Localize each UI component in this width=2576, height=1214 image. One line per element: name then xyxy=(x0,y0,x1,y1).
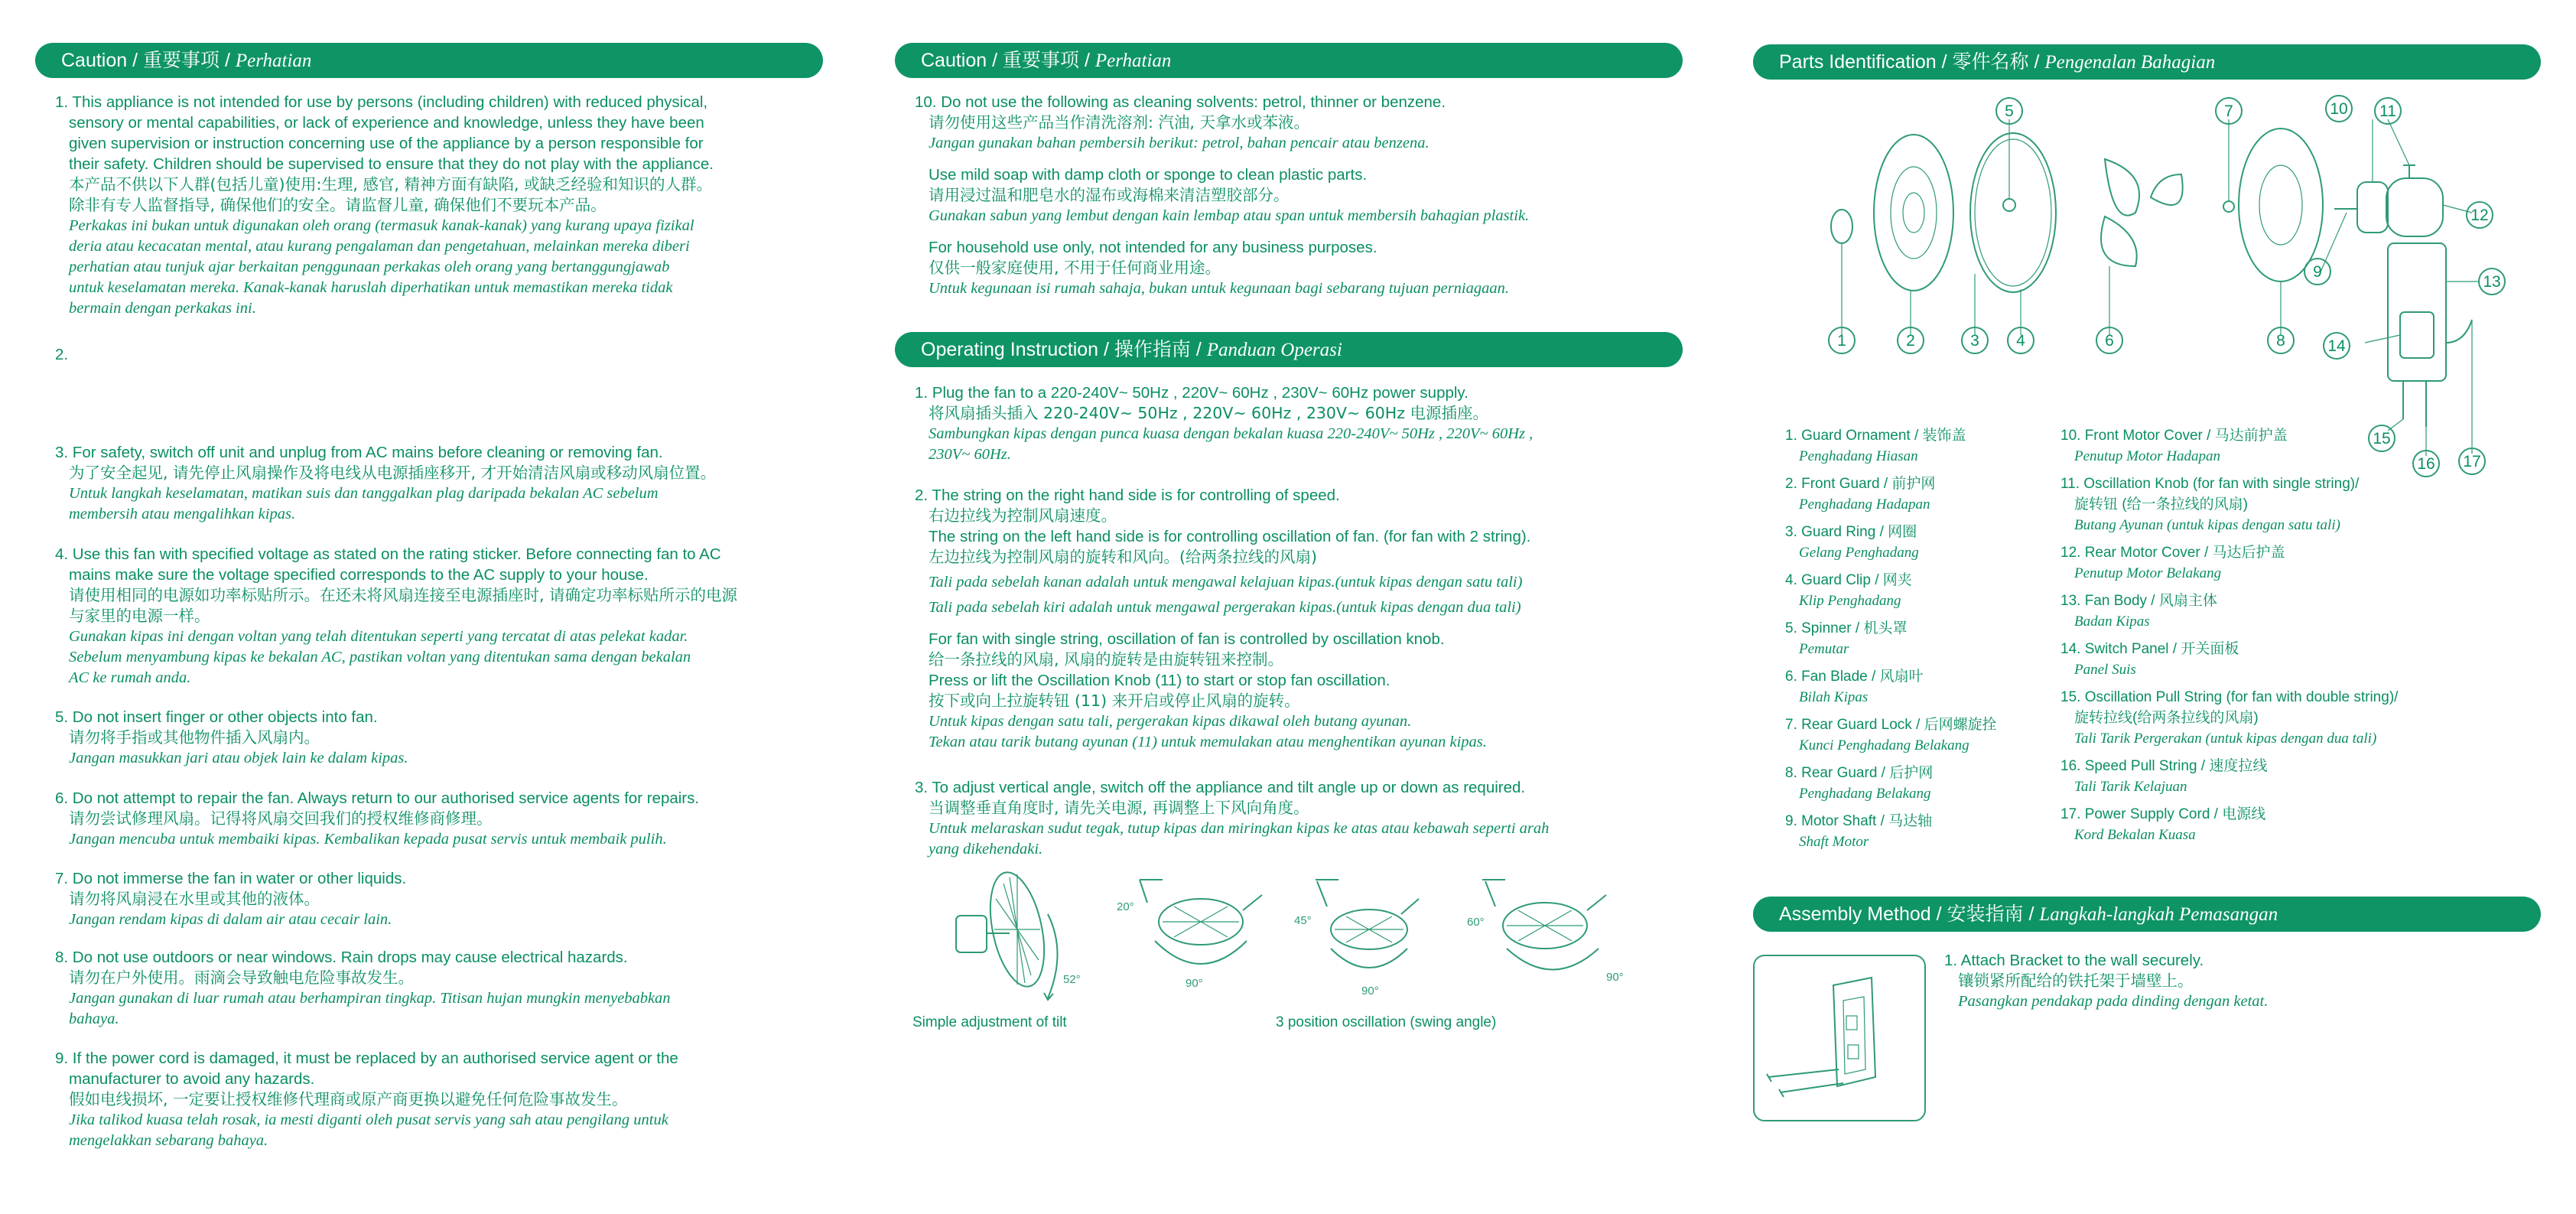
caution-item-2: 2. xyxy=(55,346,69,363)
cleaning-note: Use mild soap with damp cloth or sponge to clean plastic parts. 请用浸过温和肥皂水的湿布或海棉来清洁塑胶部分。 Gunakan sabun yang lembut dengan kain lembap atau span untuk membersih bahagian plastik. xyxy=(929,166,1530,224)
spinner-part xyxy=(2003,199,2015,211)
part-8: 8. Rear Guard / 后护网 Penghadang Belakang xyxy=(1785,765,1934,802)
caution-item-4: 4. Use this fan with specified voltage as stated on the rating sticker. Before connecting fan to AC mains make sure the voltage specified corresponds to the AC supply to your house. 请使用相同的电源如功率标贴所示。在还未将风扇连接至电源插座时, 请确定功率标贴所示的电源 与家里的电源一样。 Gunakan kipas ini dengan voltan yang telah ditentukan seperti yang tercatat di atas pelekat kadar. Sebelum menyambung kipas ke bekalan AC, pastikan voltan yang ditentukan sama dengan bekalan AC ke rumah anda. xyxy=(55,545,738,686)
callout-17: 17 xyxy=(2463,453,2481,470)
part-3: 3. Guard Ring / 网圈 Gelang Penghadang xyxy=(1785,524,1919,561)
part-7: 7. Rear Guard Lock / 后网螺旋拴 Kunci Penghadang Belakang xyxy=(1785,717,1997,753)
caution-item-9: 9. If the power cord is damaged, it must be replaced by an authorised service agent or the manufacturer to avoid any hazards. 假如电线损坏, 一定要让授权维修代理商或原产商更换以避免任何危险事故发生。 Jika talikod kuasa telah rosak, ia mesti diganti oleh pusat servis yang sah atau pengilang untuk mengelakkan sebarang bahaya. xyxy=(55,1050,678,1149)
assembly-banner: Assembly Method / 安装指南 / Langkah-langkah Pemasangan xyxy=(1753,897,2541,932)
callout-3: 3 xyxy=(1970,332,1979,350)
fan-body-shape xyxy=(956,916,987,952)
operating-banner: Operating Instruction / 操作指南 / Panduan Operasi xyxy=(895,332,1683,367)
callout-11: 11 xyxy=(2379,103,2396,120)
callout-4: 4 xyxy=(2016,332,2025,350)
oscillation-knob-part xyxy=(2403,165,2415,178)
part-11: 11. Oscillation Knob (for fan with single string)/ 旋转钮 (给一条拉线的风扇) Butang Ayunan (untuk kipas dengan satu tali) xyxy=(2060,476,2360,533)
caution-column xyxy=(35,0,823,1214)
guard-ornament-part xyxy=(1831,210,1852,243)
guard-ring-part xyxy=(1970,133,2056,292)
oscillation-caption: 3 position oscillation (swing angle) xyxy=(1276,1014,1497,1030)
household-note: For household use only, not intended for any business purposes. 仅供一般家庭使用, 不用于任何商业用途。 Untuk kegunaan isi rumah sahaja, bukan untuk kegunaan bagi sebarang tujuan perniagaan. xyxy=(929,239,1510,297)
parts-column xyxy=(1753,0,2541,1214)
caution-item-6: 6. Do not attempt to repair the fan. Always return to our authorised service agents for repairs. 请勿尝试修理风扇。记得将风扇交回我们的授权维修商修理。 Jangan mencuba untuk membaiki kipas. Kembalikan kepada pusat servis untuk membaik pulih. xyxy=(55,789,700,848)
tilt-caption: Simple adjustment of tilt xyxy=(912,1014,1067,1030)
parts-banner: Parts Identification / 零件名称 / Pengenalan Bahagian xyxy=(1753,44,2541,80)
oscillation-diagram-2 xyxy=(1316,880,1419,968)
callout-15: 15 xyxy=(2373,430,2391,448)
caution-item-7: 7. Do not immerse the fan in water or other liquids. 请勿将风扇浸在水里或其他的液体。 Jangan rendam kipas di dalam air atau cecair lain. xyxy=(55,870,407,928)
oscillation-diagram-3 xyxy=(1482,880,1606,970)
osc-3-range: 90° xyxy=(1606,971,1624,984)
screw-1 xyxy=(1768,1069,1839,1077)
screw-2 xyxy=(1781,1083,1843,1092)
switch-panel-part xyxy=(2400,312,2434,358)
operating-column xyxy=(895,0,1683,1214)
part-4: 4. Guard Clip / 网夹 Klip Penghadang xyxy=(1785,572,1912,609)
power-cord-part xyxy=(2446,320,2472,343)
callout-2: 2 xyxy=(1906,332,1915,350)
callout-12: 12 xyxy=(2470,207,2489,224)
part-14: 14. Switch Panel / 开关面板 Panel Suis xyxy=(2060,641,2239,678)
part-5: 5. Spinner / 机头罩 Pemutar xyxy=(1785,620,1908,657)
part-16: 16. Speed Pull String / 速度拉线 Tali Tarik Kelajuan xyxy=(2060,758,2268,795)
rear-guard-part xyxy=(2239,129,2323,282)
assembly-step-1: 1. Attach Bracket to the wall securely. 镶锁紧所配给的铁托架于墙壁上。 Pasangkan pendakap pada dinding dengan ketat. xyxy=(1944,952,2269,1010)
callout-16: 16 xyxy=(2417,455,2435,473)
operating-item-1: 1. Plug the fan to a 220-240V~ 50Hz , 220V~ 60Hz , 230V~ 60Hz power supply. 将风扇插头插入 220-240V~ 50Hz , 220V~ 60Hz , 230V~ 60Hz 电源插座。 Sambungkan kipas dengan punca kuasa dengan bekalan kuasa 220-240V~ 50Hz , 220V~ 60Hz , 230V~ 60Hz. xyxy=(915,384,1534,463)
caution-banner: Caution / 重要事项 / Perhatian xyxy=(35,43,823,78)
osc-2-angle: 45° xyxy=(1294,914,1312,927)
swing-arc-2 xyxy=(1331,949,1407,968)
front-guard-part xyxy=(1874,135,1953,291)
caution-item-8: 8. Do not use outdoors or near windows. Rain drops may cause electrical hazards. 请勿在户外使用。雨滴会导致触电危险事故发生。 Jangan gunakan di luar rumah atau berhampiran tingkap. Titisan hujan mungkin menyebabkan bahaya. xyxy=(55,949,671,1027)
pull-strings-part xyxy=(2403,381,2426,427)
oscillation-diagram-1 xyxy=(1140,880,1262,964)
part-15: 15. Oscillation Pull String (for fan with double string)/ 旋转拉线(给两条拉线的风扇) Tali Tarik Pergerakan (untuk kipas dengan dua tali) xyxy=(2060,689,2399,747)
parts-list-right xyxy=(2060,425,2489,852)
caution-banner-continued: Caution / 重要事项 / Perhatian xyxy=(895,43,1683,78)
tilt-angle-label: 52° xyxy=(1063,973,1081,986)
callout-7: 7 xyxy=(2224,103,2233,120)
caution-item-10: 10. Do not use the following as cleaning solvents: petrol, thinner or benzene. 请勿使用这些产品当作清洗溶剂: 汽油, 天拿水或苯液。 Jangan gunakan bahan pembersih berikut: petrol, bahan pencair atau benzena. Use mild soap with damp cloth or sponge to clean plastic parts. 请用浸过温和肥皂水的湿布或海棉来清洁塑胶部分。 Gunakan sabun yang lembut dengan kain lembap atau span untuk membersih bahagian plastik. For household use only, not intended for any business purposes. 仅供一般家庭使用, 不用于任何商业用途。 Untuk kegunaan isi rumah sahaja, bukan untuk kegunaan bagi sebarang tujuan perniagaan. xyxy=(915,92,1687,299)
tilt-arc xyxy=(1048,914,1058,998)
caution-item-3: 3. For safety, switch off unit and unplug from AC mains before cleaning or removing fan. 为了安全起见, 请先停止风扇操作及将电线从电源插座移开, 才开始清洁风扇或移动风扇位置。 Untuk langkah keselamatan, matikan suis dan tanggalkan plag daripada bekalan AC sebelum membersih atau mengalihkan kipas. xyxy=(55,444,717,522)
caution-item-1: 1. This appliance is not intended for use by persons (including children) with reduced physical, sensory or mental capabilities, or lack of experience and knowledge, unless they have been given supervision or instruction concerning use of the appliance by a person responsible for their safety. Children should be supervised to ensure that they do not play with the appliance. 本产品不供以下人群(包括儿童)使用:生理, 感官, 精神方面有缺陷, 或缺乏经验和知识的人群。 除非有专人监督指导, 确保他们的安全。请监督儿童, 确保他们不要玩本产品。 Perkakas ini bukan untuk digunakan oleh orang (termasuk kanak-kanak) yang kurang upaya fizikal deria atau kecacatan mental, atau kurang pengalaman dan pengetahuan, melainkan mereka diberi perhatian atau tunjuk ajar berkaitan penggunaan perkakas oleh orang yang bertanggungjawab untuk keselamatan mereka. Kanak-kanak haruslah diperhatikan untuk memastikan mereka tidak bermain dengan perkakas ini. xyxy=(55,93,714,317)
front-motor-cover-part xyxy=(2357,182,2388,233)
part-13: 13. Fan Body / 风扇主体 Badan Kipas xyxy=(2060,593,2217,630)
callout-8: 8 xyxy=(2276,332,2285,350)
operating-item-3: 3. To adjust vertical angle, switch off the appliance and tilt angle up or down as required. 当调整垂直角度时, 请先关电源, 再调整上下风向角度。 Untuk melaraskan sudut tegak, tutup kipas dan miringkan kipas ke atas atau kebawah seperti arah yang dikehendaki. xyxy=(915,779,1550,858)
callout-9: 9 xyxy=(2313,263,2322,281)
part-12: 12. Rear Motor Cover / 马达后护盖 Penutup Motor Belakang xyxy=(2060,545,2285,581)
swing-arc-3 xyxy=(1507,949,1599,970)
operating-item-2: 2. The string on the right hand side is for controlling of speed. 右边拉线为控制风扇速度。 The string on the left hand side is for controlling oscillation of fan. (for fan with 2 string). 左边拉线为控制风扇的旋转和风向。(给两条拉线的风扇) Tali pada sebelah kanan adalah untuk mengawal kelajuan kipas.(untuk kipas dengan satu tali) Tali pada sebelah kiri adalah untuk mengawal pergerakan kipas.(untuk kipas dengan dua tali) For fan with single string, oscillation of fan is controlled by oscillation knob. 给一条拉线的风扇, 风扇的旋转是由旋转钮来控制。 Press or lift the Oscillation Knob (11) to start or stop fan oscillation. 按下或向上拉旋转钮 (11) 来开启或停止风扇的旋转。 Untuk kipas dengan satu tali, pergerakan kipas dikawal oleh butang ayunan. Tekan atau tarik butang ayunan (11) untuk memulakan atau menghentikan ayunan kipas. xyxy=(915,487,1531,750)
part-2: 2. Front Guard / 前护网 Penghadang Hadapan xyxy=(1785,476,1936,513)
caution-item-5: 5. Do not insert finger or other objects into fan. 请勿将手指或其他物件插入风扇内。 Jangan masukkan jari atau objek lain ke dalam kipas. xyxy=(55,708,408,766)
part-10: 10. Front Motor Cover / 马达前护盖 Penutup Motor Hadapan xyxy=(2060,428,2288,464)
bracket-plate xyxy=(1833,978,1875,1086)
bracket-frame xyxy=(1754,955,1925,1121)
part-1: 1. Guard Ornament / 装饰盖 Penghadang Hiasan xyxy=(1785,428,1966,464)
rear-motor-cover-part xyxy=(2386,178,2443,236)
part-6: 6. Fan Blade / 风扇叶 Bilah Kipas xyxy=(1785,669,1924,705)
callout-6: 6 xyxy=(2105,332,2114,350)
part-17: 17. Power Supply Cord / 电源线 Kord Bekalan Kuasa xyxy=(2060,806,2266,843)
callout-leaders xyxy=(1842,119,2480,456)
fan-blade-part xyxy=(2105,159,2139,216)
callout-5: 5 xyxy=(2005,103,2014,120)
guard-grid xyxy=(994,874,1040,985)
bracket-illustration xyxy=(1753,955,1926,1121)
oscillation-illustration xyxy=(1117,872,1667,994)
callout-14: 14 xyxy=(2327,337,2346,355)
part-9: 9. Motor Shaft / 马达轴 Shaft Motor xyxy=(1785,813,1933,850)
osc-1-range: 90° xyxy=(1186,977,1203,990)
callout-10: 10 xyxy=(2330,100,2348,118)
osc-1-angle: 20° xyxy=(1117,900,1134,913)
callout-1: 1 xyxy=(1837,332,1846,350)
parts-list-left xyxy=(1785,425,2053,859)
osc-2-range: 90° xyxy=(1361,985,1379,994)
osc-3-angle: 60° xyxy=(1467,916,1485,929)
callout-13: 13 xyxy=(2483,273,2501,291)
tilt-adjustment-illustration xyxy=(933,868,1117,1010)
rear-guard-lock-part xyxy=(2223,201,2234,212)
